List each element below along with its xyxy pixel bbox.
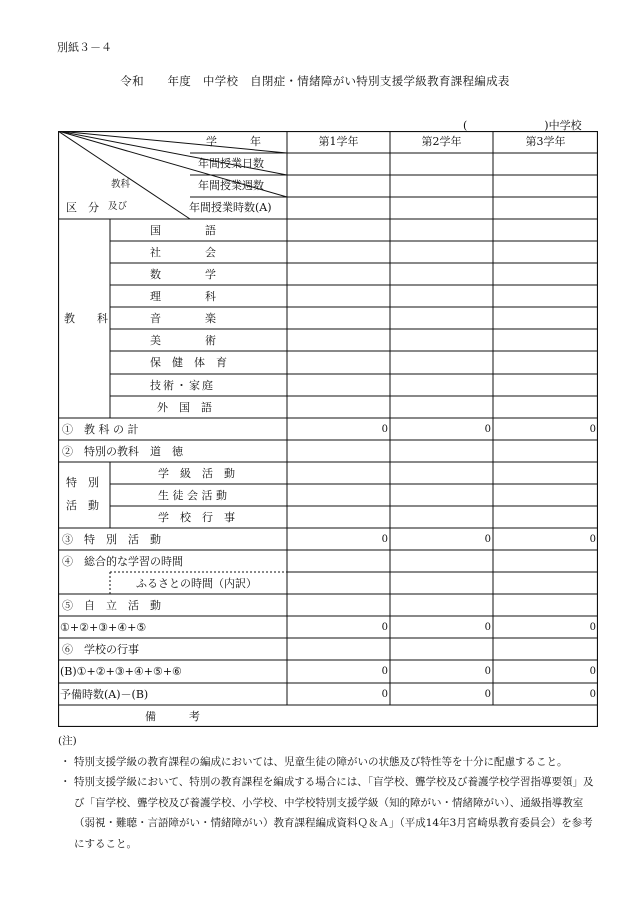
note-text-1: 特別支援学級の教育課程の編成においては、児童生徒の障がいの状態及び特性等を十分に配慮すること。 <box>74 755 568 768</box>
notes-section <box>58 731 603 854</box>
school-name-label: ( )中学校 <box>463 119 582 132</box>
corner-weeks-label: 年間授業週数 <box>198 179 264 192</box>
bullet-icon: ・ <box>60 776 71 788</box>
sumB-grade1: 0 <box>381 666 388 677</box>
subject-kokugo: 国 語 <box>150 224 216 237</box>
sumB-grade3: 0 <box>589 666 596 677</box>
activity-seitokai: 生 徒 会 活 動 <box>158 489 227 502</box>
note-item <box>58 772 603 854</box>
grade-2-header: 第2学年 <box>421 135 462 148</box>
subject-rika: 理 科 <box>150 290 216 303</box>
tokubetsu-total-label: ③ 特 別 活 動 <box>62 533 161 546</box>
kyouka-total-label: ① 教 科 の 計 <box>62 423 139 436</box>
bullet-icon: ・ <box>60 755 71 768</box>
sum1-grade1: 0 <box>381 622 388 633</box>
subject-ongaku: 音 楽 <box>150 312 216 325</box>
sougou-label: ④ 総合的な学習の時間 <box>62 555 183 568</box>
corner-days-label: 年間授業日数 <box>198 157 264 170</box>
sumB-grade2: 0 <box>484 666 491 677</box>
activity-gakkou-gyouji: 学 校 行 事 <box>158 511 235 524</box>
subject-shakai: 社 会 <box>150 246 216 259</box>
note-item <box>58 752 603 773</box>
note-text-2: 特別支援学級において、特別の教育課程を編成する場合には、「盲学校、聾学校及び養護学校学習指導要領」及び「盲学校、聾学校及び養護学校、小学校、中学校特別支援学級（知的障がい・情緒障がい）、通級指導教室（弱視・難聴・言語障がい・情緒障がい）教育課程編成資料Ｑ＆Ａ」（平成14年3月宮崎県教育委員会）を参考にすること。 <box>74 776 594 850</box>
subject-bijutsu: 美 術 <box>150 334 216 347</box>
corner-kubun-label: 区 分 <box>66 201 99 214</box>
activity-gakkyuu: 学 級 活 動 <box>158 467 235 480</box>
tokubetsu-total-grade1: 0 <box>381 534 388 545</box>
document-title: 令和 年度 中学校 自閉症・情緒障がい特別支援学級教育課程編成表 <box>120 74 510 88</box>
jiritsu-label: ⑤ 自 立 活 動 <box>62 599 161 612</box>
tokubetsu-group-label-1: 特 別 <box>66 476 99 489</box>
yobi-grade2: 0 <box>484 689 491 700</box>
subject-gaikokugo: 外 国 語 <box>157 401 212 414</box>
kyouka-total-grade1: 0 <box>381 424 388 435</box>
yobi-grade1: 0 <box>381 689 388 700</box>
tokubetsu-total-grade2: 0 <box>484 534 491 545</box>
yobi-grade3: 0 <box>589 689 596 700</box>
tokubetsu-group-label-2: 活 動 <box>66 499 99 512</box>
moral-label: ② 特別の教科 道 徳 <box>62 445 183 458</box>
sum1-label: ①+②+③+④+⑤ <box>60 621 147 634</box>
grade-1-header: 第1学年 <box>318 135 359 148</box>
sum1-grade2: 0 <box>484 622 491 633</box>
kyouka-group-label: 教 科 <box>64 312 108 325</box>
notes-heading: (注) <box>58 735 77 747</box>
corner-grade-label: 学 年 <box>206 135 261 148</box>
corner-oyobi-label: 及び <box>108 201 128 212</box>
sum1-grade3: 0 <box>589 622 596 633</box>
corner-kyouka-label: 教科 <box>111 179 131 190</box>
document-id: 別紙３－４ <box>57 41 112 54</box>
subject-gijutsu-katei: 技術・家庭 <box>150 379 215 392</box>
furusato-label: ふるさとの時間（内訳） <box>136 577 257 590</box>
gyouji-label: ⑥ 学校の行事 <box>62 643 139 656</box>
subject-hoken-taiiku: 保 健 体 育 <box>150 356 227 369</box>
tokubetsu-total-grade3: 0 <box>589 534 596 545</box>
kyouka-total-grade3: 0 <box>589 424 596 435</box>
corner-hours-label: 年間授業時数(A) <box>189 201 272 214</box>
subject-suugaku: 数 学 <box>150 268 216 281</box>
sumB-label: (B)①+②+③+④+⑤+⑥ <box>60 665 182 678</box>
grade-3-header: 第3学年 <box>525 135 566 148</box>
bikou-label: 備 考 <box>145 710 200 723</box>
curriculum-table <box>58 131 598 727</box>
yobi-label: 予備時数(A)－(B) <box>60 688 149 701</box>
kyouka-total-grade2: 0 <box>484 424 491 435</box>
